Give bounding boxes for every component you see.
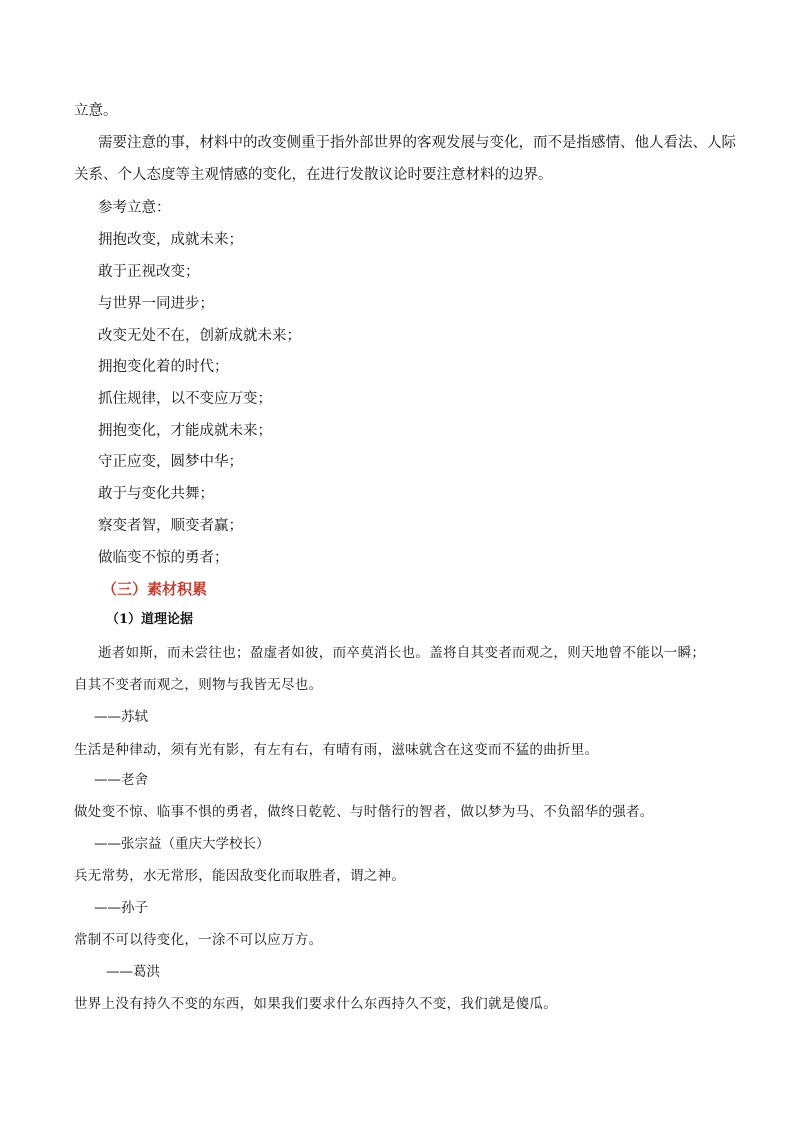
reference-label: 参考立意： xyxy=(98,200,171,216)
idea-item: 做临变不惊的勇者； xyxy=(98,550,229,566)
quote-line: 逝者如斯，而未尝往也；盈虚者如彼，而卒莫消长也。盖将自其变者而观之，则天地曾不能以一瞬； xyxy=(98,645,706,661)
idea-item: 察变者智，顺变者赢； xyxy=(98,518,243,534)
quote-author: ——张宗益（重庆大学校长） xyxy=(94,836,270,852)
quote-author: ——老舍 xyxy=(94,772,148,788)
quote-author: ——孙子 xyxy=(94,900,148,916)
idea-item: 拥抱改变，成就未来； xyxy=(98,232,243,248)
quote-line: 兵无常势，水无常形，能因敌变化而取胜者，谓之神。 xyxy=(74,868,406,884)
quote-line: 世界上没有持久不变的东西，如果我们要求什么东西持久不变，我们就是傻瓜。 xyxy=(74,996,557,1012)
idea-item: 敢于正视改变； xyxy=(98,264,200,280)
note-line-2: 关系、个人态度等主观情感的变化，在进行发散议论时要注意材料的边界。 xyxy=(74,167,553,183)
quote-line: 生活是种律动，须有光有影，有左有右，有晴有雨，滋味就含在这变而不猛的曲折里。 xyxy=(74,742,599,758)
idea-item: 改变无处不在，创新成就未来； xyxy=(98,328,301,344)
quote-author: ——苏轼 xyxy=(94,709,148,725)
quote-author: ——葛洪 xyxy=(106,964,160,980)
subsection-heading: （1）道理论据 xyxy=(106,612,194,627)
idea-item: 敢于与变化共舞； xyxy=(98,486,214,502)
idea-item: 守正应变，圆梦中华； xyxy=(98,454,243,470)
section-heading: （三）素材积累 xyxy=(102,580,208,598)
quote-line: 自其不变者而观之，则物与我皆无尽也。 xyxy=(74,677,323,693)
note-line-1: 需要注意的事，材料中的改变侧重于指外部世界的客观发展与变化，而不是指感情、他人看法、人际 xyxy=(98,135,736,151)
idea-item: 与世界一同进步； xyxy=(98,296,214,312)
intro-line: 立意。 xyxy=(74,103,118,119)
idea-item: 拥抱变化，才能成就未来； xyxy=(98,423,272,439)
quote-line: 做处变不惊、临事不惧的勇者，做终日乾乾、与时偕行的智者，做以梦为马、不负韶华的强者。 xyxy=(74,804,654,820)
idea-item: 拥抱变化着的时代； xyxy=(98,359,229,375)
idea-item: 抓住规律，以不变应万变； xyxy=(98,391,272,407)
quote-line: 常制不可以待变化，一涂不可以应万方。 xyxy=(74,932,323,948)
